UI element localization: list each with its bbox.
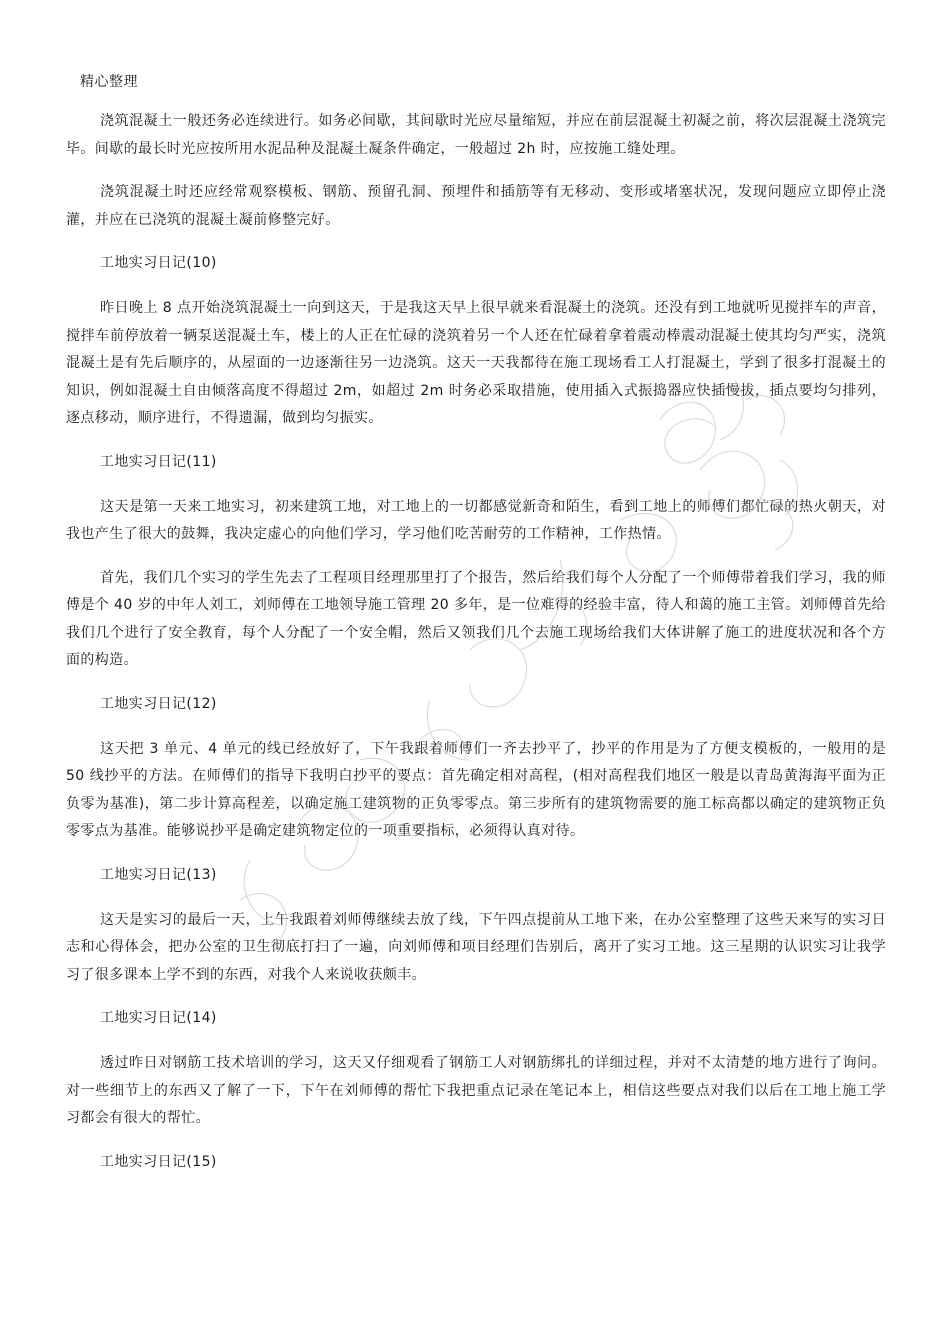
diary-heading: 工地实习日记(13): [100, 866, 217, 883]
paragraph: 透过昨日对钢筋工技术培训的学习，这天又仔细观看了钢筋工人对钢筋绑扎的详细过程，并对不太清楚的地方进行了询问。对一些细节上的东西又了解了一下，下午在刘师傅的帮忙下我把重点记录在笔记本上，相信这些要点对我们以后在工地上施工学习都会有很大的帮忙。: [66, 1055, 886, 1126]
diary-heading: 工地实习日记(14): [100, 1010, 217, 1026]
diary-heading: 工地实习日记(15): [100, 1153, 217, 1170]
diary-heading: 工地实习日记(12): [100, 695, 217, 712]
paragraph: 浇筑混凝土一般还务必连续进行。如务必间歇，其间歇时光应尽量缩短，并应在前层混凝土初凝之前，将次层混凝土浇筑完毕。间歇的最长时光应按所用水泥品种及混凝土凝条件确定，一般超过 2h 时，应按施工缝处理。: [66, 113, 886, 157]
paragraph: 昨日晚上 8 点开始浇筑混凝土一向到这天，于是我这天早上很早就来看混凝土的浇筑。还没有到工地就听见搅拌车的声音，搅拌车前停放着一辆泵送混凝土车，楼上的人正在忙碌的浇筑着另一个人还在忙碌着拿着震动棒震动混凝土使其均匀严实，浇筑混凝土是有先后顺序的，从屋面的一边逐渐往另一边浇筑。这天一天我都待在施工现场看工人打混凝土，学到了很多打混凝土的知识，例如混凝土自由倾落高度不得超过 2m，如超过 2m 时务必采取措施，使用插入式振捣器应快插慢拔，插点要均匀排列，逐点移动，顺序进行，不得遗漏，做到均匀振实。: [66, 300, 886, 426]
document-body: [66, 108, 886, 1194]
paragraph: 这天是实习的最后一天，上午我跟着刘师傅继续去放了线，下午四点提前从工地下来，在办公室整理了这些天来写的实习日志和心得体会，把办公室的卫生彻底打扫了一遍，向刘师傅和项目经理们告别后，离开了实习工地。这三星期的认识实习让我学习了很多课本上学不到的东西，对我个人来说收获颇丰。: [66, 911, 886, 983]
paragraph: 这天是第一天来工地实习，初来建筑工地，对工地上的一切都感觉新奇和陌生，看到工地上的师傅们都忙碌的热火朝天，对我也产生了很大的鼓舞，我决定虚心的向他们学习，学习他们吃苦耐劳的工作精神，工作热情。: [66, 498, 886, 542]
diary-heading: 工地实习日记(10): [100, 255, 217, 271]
paragraph: 首先，我们几个实习的学生先去了工程项目经理那里打了个报告，然后给我们每个人分配了一个师傅带着我们学习，我的师傅是个 40 岁的中年人刘工，刘师傅在工地领导施工管理 20 多年，是一位难得的经验丰富，待人和蔼的施工主管。刘师傅首先给我们几个进行了安全教育，每个人分配了一个安全帽，然后又领我们几个去施工现场给我们大体讲解了施工的进度状况和各个方面的构造。: [66, 569, 886, 668]
paragraph: 这天把 3 单元、4 单元的线已经放好了，下午我跟着师傅们一齐去抄平了，抄平的作用是为了方便支模板的，一般用的是 50 线抄平的方法。在师傅们的指导下我明白抄平的要点：首先确定相对高程，(相对高程我们地区一般是以青岛黄海海平面为正负零为基准)，第二步计算高程差，以确定施工建筑物的正负零零点。第三步所有的建筑物需要的施工标高都以确定的建筑物正负零零点为基准。能够说抄平是确定建筑物定位的一项重要指标，必须得认真对待。: [66, 740, 886, 839]
page-header: 精心整理: [80, 74, 138, 90]
paragraph: 浇筑混凝土时还应经常观察模板、钢筋、预留孔洞、预埋件和插筋等有无移动、变形或堵塞状况，发现问题应立即停止浇灌，并应在已浇筑的混凝土凝前修整完好。: [66, 184, 886, 228]
diary-heading: 工地实习日记(11): [100, 453, 217, 470]
